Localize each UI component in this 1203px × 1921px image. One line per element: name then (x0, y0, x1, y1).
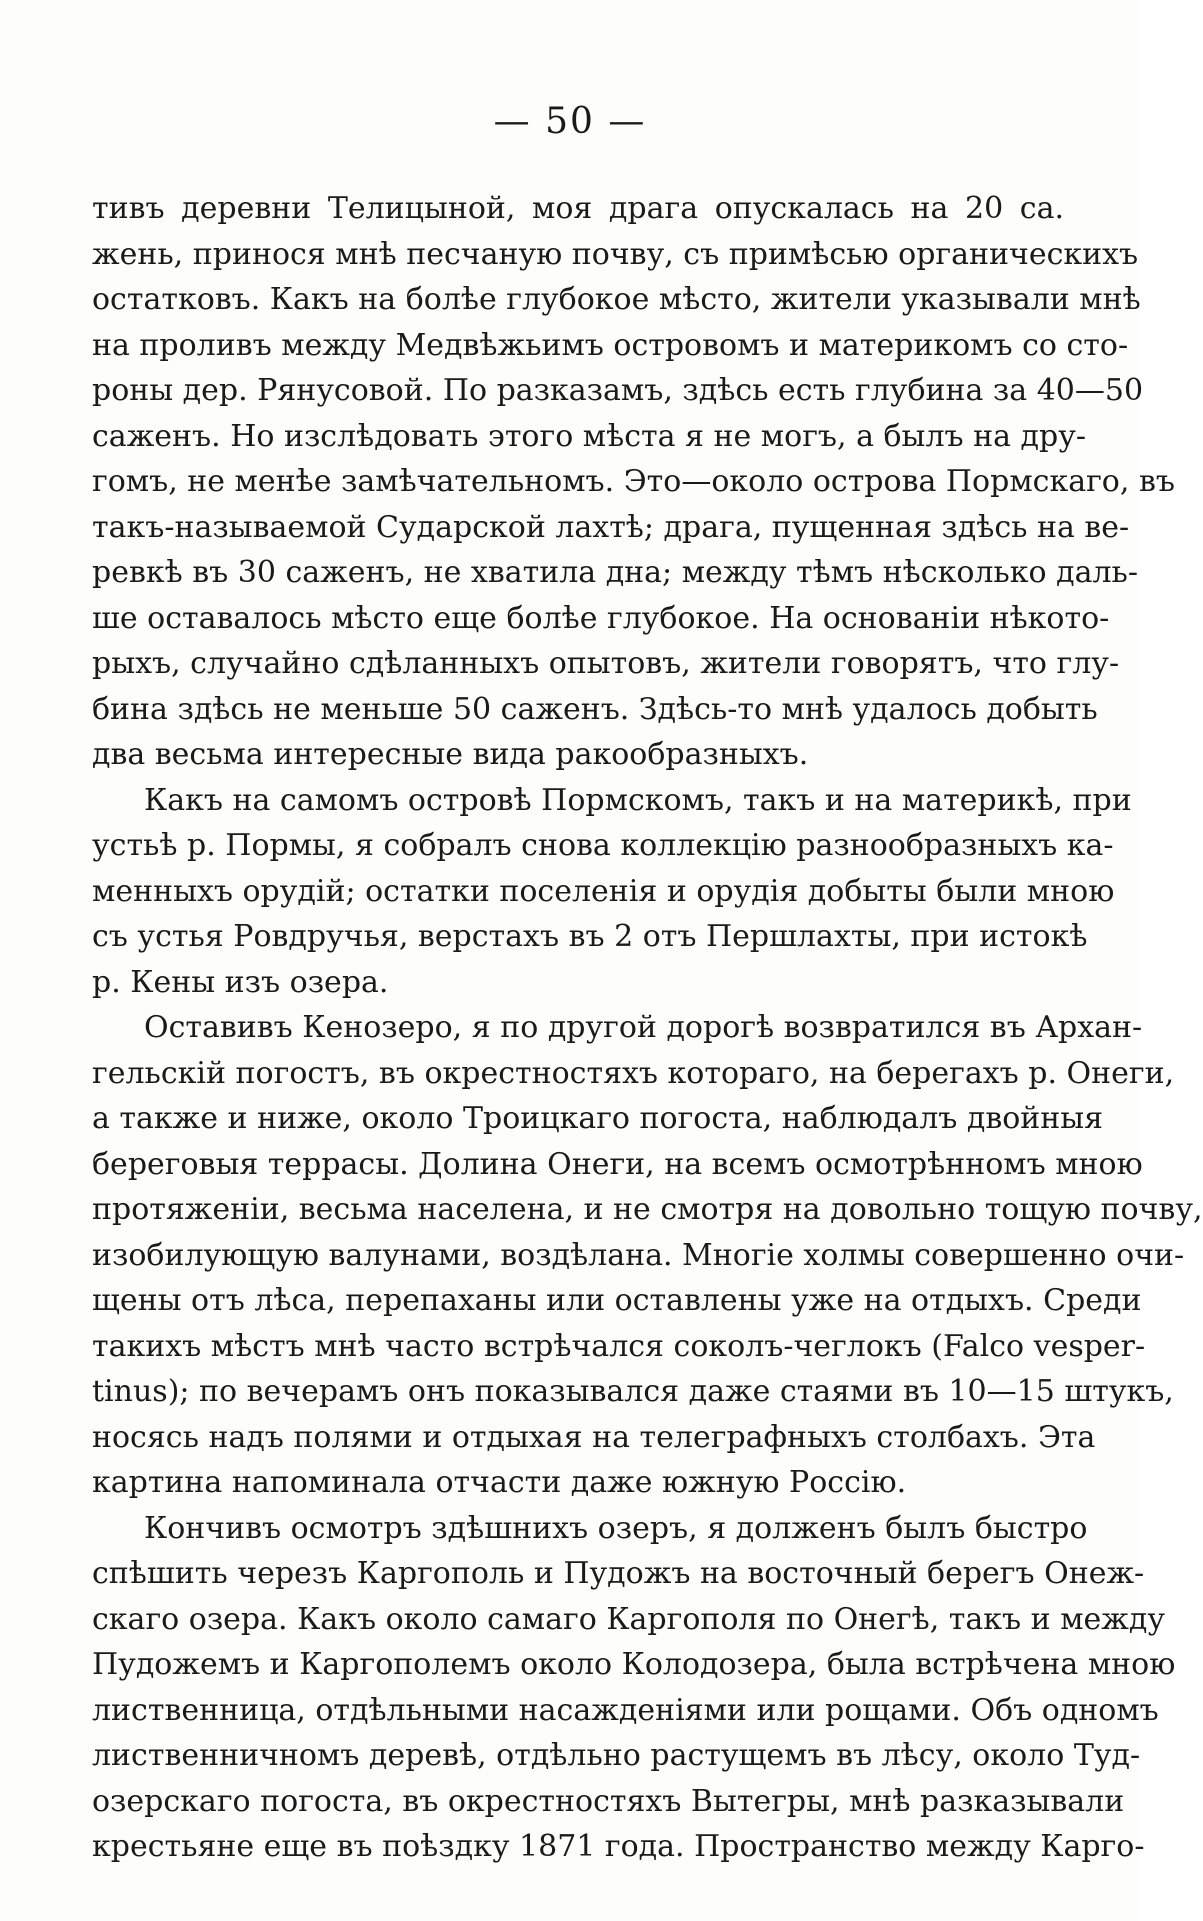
text-line: менныхъ орудій; остатки поселенія и орудія добыты были мною (92, 873, 1115, 909)
paragraph (92, 186, 1175, 778)
text-line: остатковъ. Какъ на болѣе глубокое мѣсто, жители указывали мнѣ (92, 282, 1141, 317)
text-line: р. Кены изъ озера. (92, 964, 389, 1000)
text-line: Какъ на самомъ островѣ Пормскомъ, такъ и на материкѣ, при (144, 782, 1132, 818)
text-line: такихъ мѣстъ мнѣ часто встрѣчался соколъ-чеглокъ (Falco vesper- (92, 1328, 1146, 1364)
text-line: скаго озера. Какъ около самаго Каргополя по Онегѣ, такъ и между (92, 1601, 1165, 1637)
text-line: съ устья Ровдручья, верстахъ въ 2 отъ Першлахты, при истокѣ (92, 919, 1088, 954)
text-line: жень, принося мнѣ песчаную почву, съ примѣсью органическихъ (92, 236, 1139, 272)
text-line: гомъ, не менѣе замѣчательномъ. Это—около острова Пормскаго, въ (92, 464, 1175, 499)
text-line: рыхъ, случайно сдѣланныхъ опытовъ, жители говорятъ, что глу- (92, 646, 1120, 681)
text-line: такъ-называемой Сударской лахтѣ; драга, пущенная здѣсь на ве- (92, 509, 1130, 545)
paragraph (92, 1005, 1203, 1506)
paragraph (92, 778, 1132, 1006)
text-line: на проливъ между Медвѣжьимъ островомъ и материкомъ со сто- (92, 327, 1129, 363)
body-text (92, 186, 1203, 1870)
text-line: роны дер. Рянусовой. По разказамъ, здѣсь есть глубина за 40—50 (92, 373, 1144, 408)
text-line: щены отъ лѣса, перепаханы или оставлены уже на отдыхъ. Среди (92, 1283, 1142, 1318)
text-line: саженъ. Но изслѣдовать этого мѣста я не могъ, а былъ на дру- (92, 418, 1086, 454)
text-line: носясь надъ полями и отдыхая на телеграфныхъ столбахъ. Эта (92, 1419, 1096, 1455)
text-line: Кончивъ осмотръ здѣшнихъ озеръ, я долженъ былъ быстро (144, 1510, 1088, 1546)
text-line: лиственничномъ деревѣ, отдѣльно растущемъ въ лѣсу, около Туд- (92, 1738, 1141, 1773)
text-line: картина напоминала отчасти даже южную Россію. (92, 1465, 907, 1500)
text-line: тивъ деревни Телицыной, моя драга опускалась на 20 са. (92, 191, 1064, 226)
paragraph (92, 1506, 1176, 1870)
text-line: лиственница, отдѣльными насажденіями или рощами. Объ одномъ (92, 1692, 1159, 1728)
text-line: береговыя террасы. Долина Онеги, на всемъ осмотрѣнномъ мною (92, 1146, 1143, 1182)
text-line: крестьяне еще въ поѣздку 1871 года. Пространство между Карго- (92, 1829, 1145, 1864)
text-line: tinus); по вечерамъ онъ показывался даже стаями въ 10—15 штукъ, (92, 1374, 1174, 1409)
text-line: ревкѣ въ 30 саженъ, не хватила дна; между тѣмъ нѣсколько даль- (92, 555, 1139, 590)
text-line: Оставивъ Кенозеро, я по другой дорогѣ возвратился въ Архан- (144, 1010, 1143, 1045)
text-line: устьѣ р. Пормы, я собралъ снова коллекцію разнообразныхъ ка- (92, 828, 1114, 863)
text-line: спѣшить черезъ Каргополь и Пудожъ на восточный берегъ Онеж- (92, 1556, 1145, 1591)
text-line: протяженіи, весьма населена, и не смотря на довольно тощую почву, (92, 1192, 1203, 1227)
text-line: ше оставалось мѣсто еще болѣе глубокое. На основаніи нѣкото- (92, 600, 1110, 636)
text-line: а также и ниже, около Троицкаго погоста, наблюдалъ двойныя (92, 1101, 1104, 1136)
text-line: Пудожемъ и Каргополемъ около Колодозера, была встрѣчена мною (92, 1647, 1176, 1682)
page-number: — 50 — (493, 101, 647, 142)
text-line: гельскій погостъ, въ окрестностяхъ котораго, на берегахъ р. Онеги, (92, 1055, 1175, 1091)
text-line: озерскаго погоста, въ окрестностяхъ Вытегры, мнѣ разказывали (92, 1783, 1125, 1819)
text-line: изобилующую валунами, воздѣлана. Многіе холмы совершенно очи- (92, 1237, 1185, 1273)
text-line: два весьма интересные вида ракообразныхъ. (92, 737, 809, 772)
text-line: бина здѣсь не меньше 50 саженъ. Здѣсь-то мнѣ удалось добыть (92, 691, 1098, 727)
